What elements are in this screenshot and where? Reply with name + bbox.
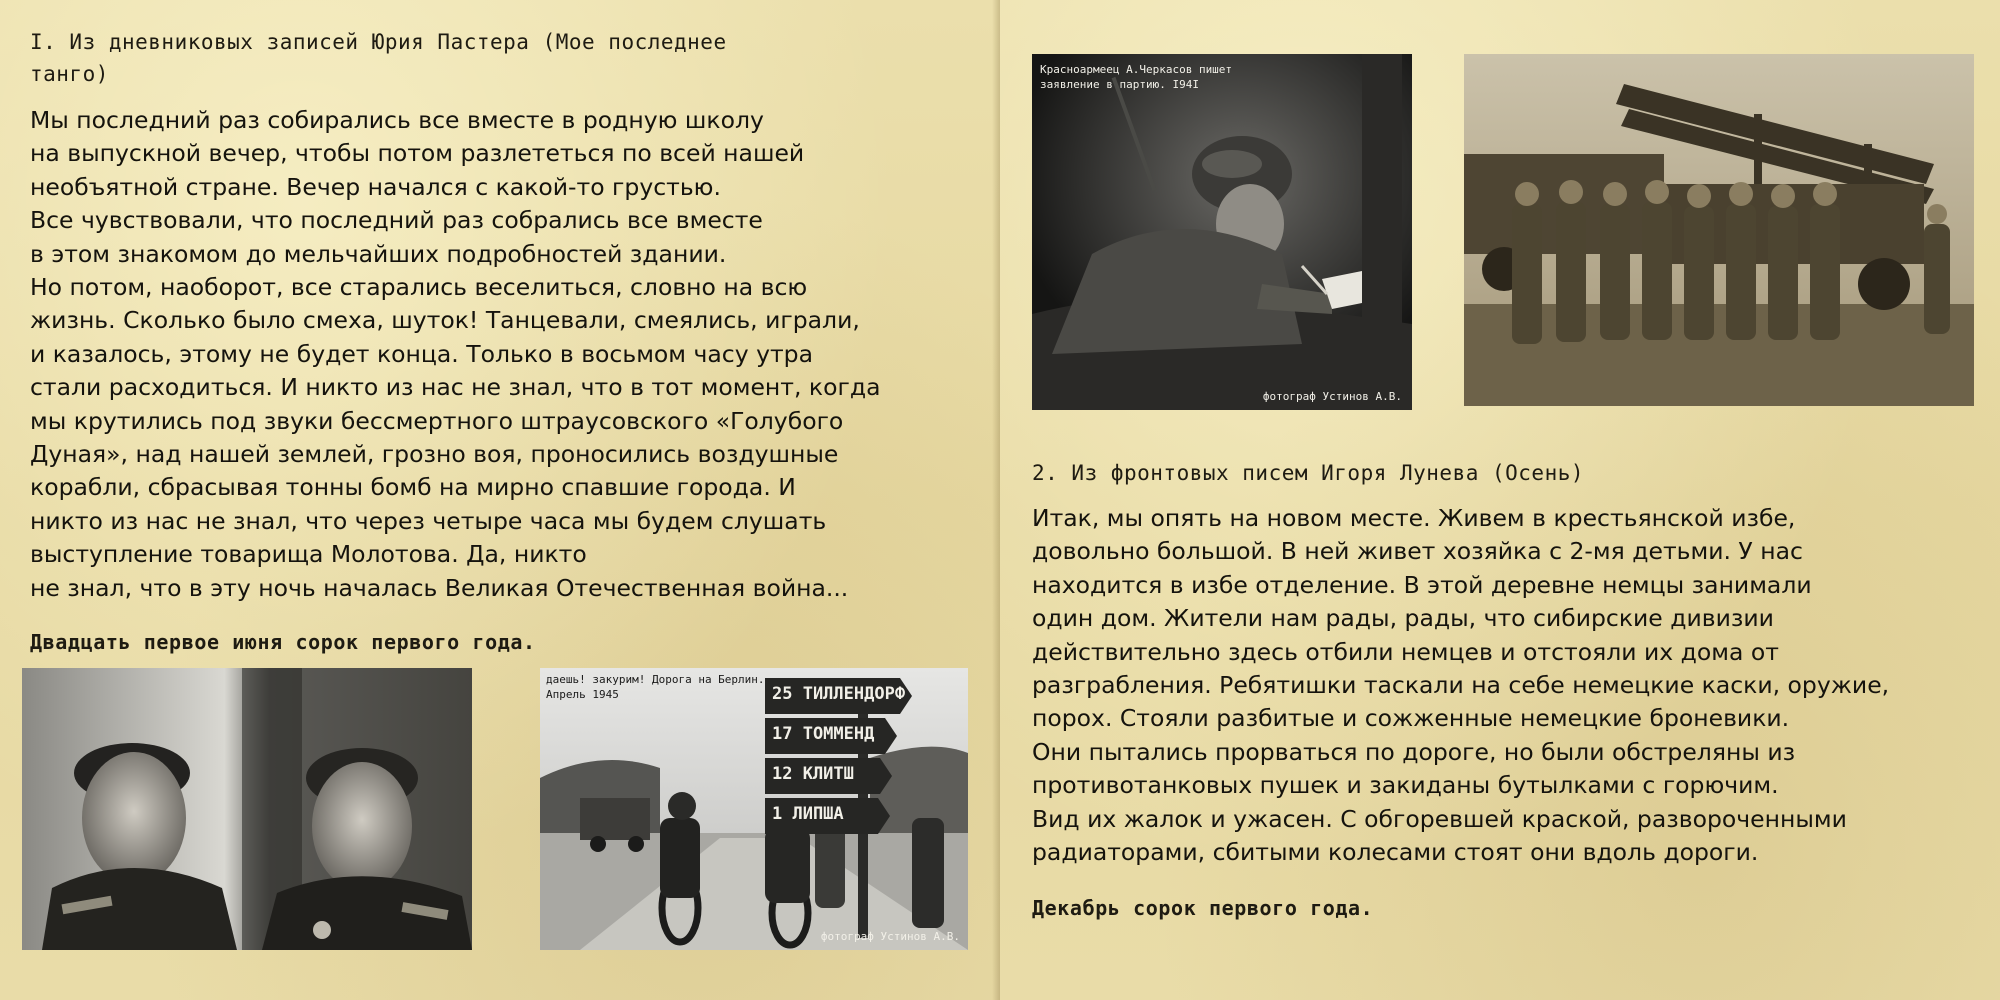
road-photo-caption (546, 672, 765, 702)
section-2-heading: 2. Из фронтовых писем Игоря Лунева (Осень) (1032, 461, 1585, 485)
officers-portrait-illustration (22, 668, 472, 950)
body-line: Они пытались прорваться по дороге, но были обстреляны из (1032, 737, 1796, 766)
soldier-writing-illustration (1032, 54, 1412, 410)
katyusha-crew-photo (1464, 54, 1974, 406)
body-line: Вид их жалок и ужасен. С обгоревшей краской, развороченными (1032, 804, 1847, 833)
signpost-label-3: 12 КЛИТШ (772, 764, 854, 784)
signpost-label-2: 17 ТОММЕНД (772, 724, 875, 744)
soldier-photo-caption-line: Красноармеец А.Черкасов пишет (1040, 63, 1233, 76)
body-line: на выпускной вечер, чтобы потом разлететься по всей нашей (30, 139, 805, 168)
body-line: и казалось, этому не будет конца. Только в восьмом часу утра (30, 339, 814, 368)
road-photo-caption-line: Апрель 1945 (546, 688, 619, 701)
body-line: Мы последний раз собирались все вместе в родную школу (30, 106, 764, 134)
katyusha-crew-illustration (1464, 54, 1974, 406)
body-line: противотанковых пушек и закиданы бутылками с горючим. (1032, 771, 1779, 800)
body-line: стали расходиться. И никто из нас не знал, что в тот момент, когда (30, 373, 881, 402)
section-1-heading-line: танго) (30, 62, 109, 86)
body-line: находится в избе отделение. В этой деревне немцы занимали (1032, 570, 1812, 599)
section-1-body (30, 104, 881, 605)
signpost-label-4: 1 ЛИПША (772, 804, 844, 824)
body-line: разграбления. Ребятишки таскали на себе немецкие каски, оружие, (1032, 671, 1890, 700)
body-line: мы крутились под звуки бессмертного штраусовского «Голубого (30, 406, 844, 435)
right-page (1000, 0, 2000, 1000)
section-1-heading (30, 26, 727, 90)
body-line: в этом знакомом до мельчайших подробностей здании. (30, 239, 727, 268)
body-line: один дом. Жители нам рады, рады, что сибирские дивизии (1032, 604, 1774, 633)
body-line: выступление товарища Молотова. Да, никто (30, 540, 587, 569)
body-line: Итак, мы опять на новом месте. Живем в крестьянской избе, (1032, 504, 1796, 532)
body-line: Все чувствовали, что последний раз собрались все вместе (30, 206, 763, 235)
road-to-berlin-photo (540, 668, 968, 950)
body-line: порох. Стояли разбитые и сожженные немецкие броневики. (1032, 704, 1790, 733)
officers-portrait-photo (22, 668, 472, 950)
road-photo-credit: фотограф Устинов А.В. (820, 930, 960, 943)
signpost-label-1: 25 ТИЛЛЕНДОРФ (772, 684, 906, 704)
section-2-date: Декабрь сорок первого года. (1032, 896, 1374, 920)
soldier-photo-caption (1040, 62, 1232, 92)
body-line: не знал, что в эту ночь началась Великая Отечественная война... (30, 573, 849, 602)
body-line: никто из нас не знал, что через четыре часа мы будем слушать (30, 506, 827, 535)
body-line: радиаторами, сбитыми колесами стоят они вдоль дороги. (1032, 838, 1759, 867)
body-line: действительно здесь отбили немцев и отстояли их дома от (1032, 637, 1779, 666)
road-to-berlin-illustration (540, 668, 968, 950)
body-line: Дуная», над нашей землей, грозно воя, проносились воздушные (30, 440, 839, 469)
soldier-photo-caption-line: заявление в партию. I94I (1040, 78, 1199, 91)
body-line: жизнь. Сколько было смеха, шуток! Танцевали, смеялись, играли, (30, 306, 860, 335)
soldier-writing-photo (1032, 54, 1412, 410)
body-line: довольно большой. В ней живет хозяйка с 2-мя детьми. У нас (1032, 537, 1803, 566)
section-1-date: Двадцать первое июня сорок первого года. (30, 630, 536, 654)
soldier-photo-credit: фотограф Устинов А.В. (1262, 390, 1402, 403)
section-1-heading-line: I. Из дневниковых записей Юрия Пастера (Мое последнее (30, 30, 727, 54)
body-line: необъятной стране. Вечер начался с какой-то грустью. (30, 172, 721, 201)
section-2-body (1032, 502, 1889, 869)
road-photo-caption-line: даешь! закурим! Дорога на Берлин. (546, 673, 765, 686)
body-line: Но потом, наоборот, все старались веселиться, словно на всю (30, 273, 808, 302)
body-line: корабли, сбрасывая тонны бомб на мирно спавшие города. И (30, 473, 796, 502)
